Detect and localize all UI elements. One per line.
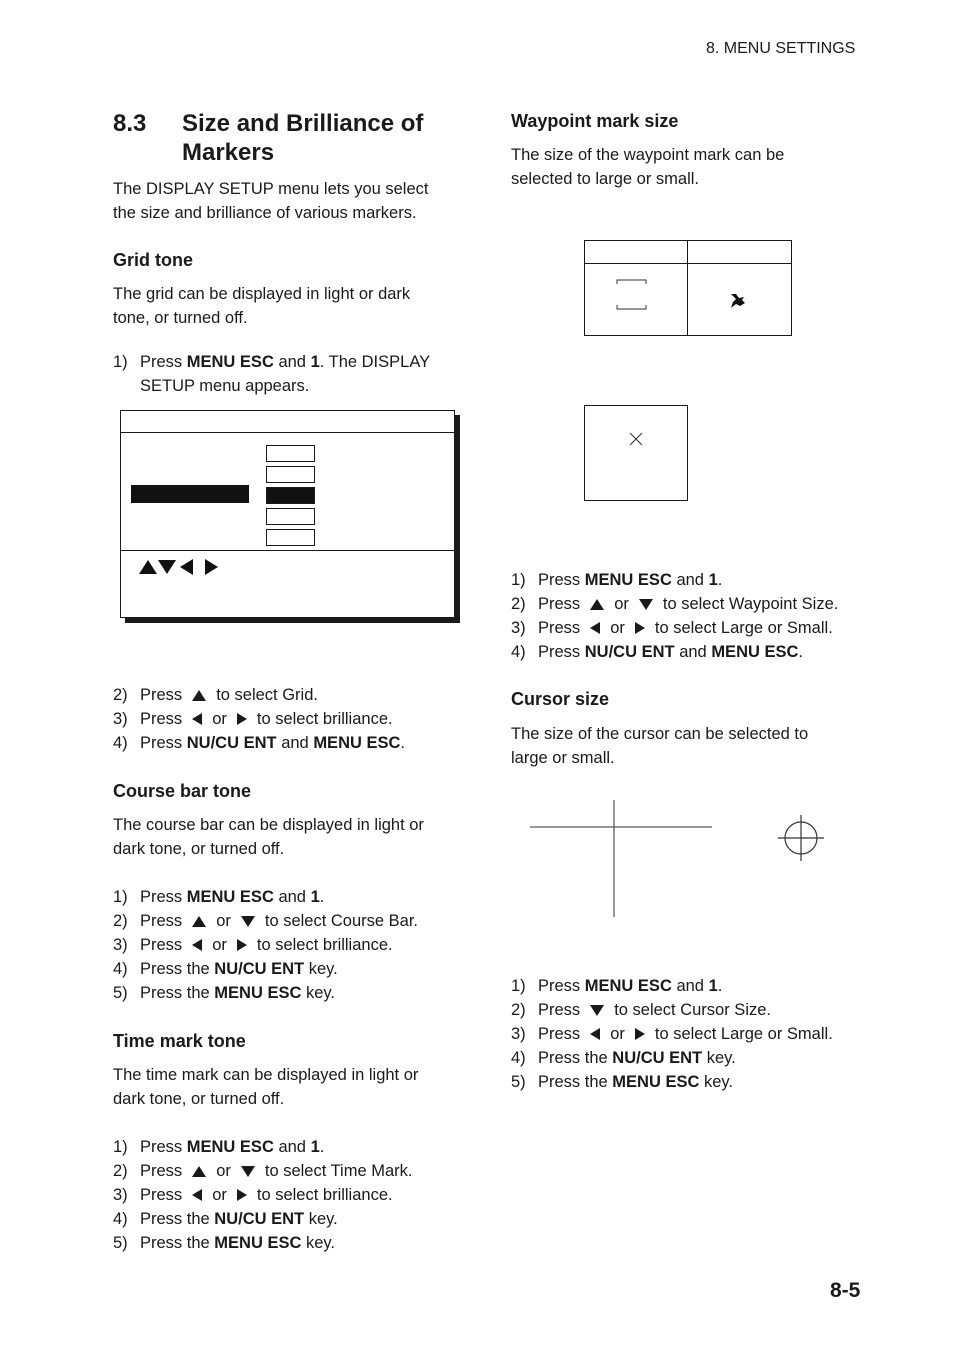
grid-steps [113, 683, 405, 755]
fish-waypoint-icon [728, 291, 748, 311]
step-text: Press [140, 1138, 187, 1156]
down-arrow-icon [241, 916, 255, 927]
time-mark-desc [113, 1063, 418, 1111]
step-text: or [212, 710, 227, 728]
step-number: 4) [511, 643, 526, 661]
step-text: Press [538, 1001, 581, 1019]
step-number: 4) [113, 734, 128, 752]
left-arrow-icon [590, 622, 600, 634]
step-text: or [212, 936, 227, 954]
step-number: 3) [113, 936, 128, 954]
step-text: Press [538, 595, 581, 613]
step-text: to select Course Bar. [264, 912, 419, 930]
small-cursor-icon [778, 815, 824, 861]
time-mark-heading: Time mark tone [113, 1031, 246, 1051]
step-text: Press [140, 936, 183, 954]
step-text: or [610, 619, 625, 637]
step-text: and [273, 1138, 311, 1156]
menu-selected-item [131, 485, 249, 503]
step-number: 5) [113, 1234, 128, 1252]
step-number: 1) [511, 571, 526, 589]
grid-step-1 [113, 350, 430, 398]
key-name: MENU ESC [214, 1234, 302, 1252]
waypoint-x-mark-box [584, 405, 688, 501]
menu-option-box [266, 466, 315, 483]
step-text: to select Time Mark. [264, 1162, 413, 1180]
right-arrow-icon [635, 622, 645, 634]
step-number: 3) [113, 1186, 128, 1204]
small-waypoint-bracket-icon [615, 279, 649, 311]
large-cursor-icon [530, 800, 712, 917]
section-title-line1: Size and Brilliance of [182, 110, 424, 137]
cursor-heading: Cursor size [511, 689, 610, 709]
step-text: to select brilliance. [256, 1186, 393, 1204]
key-name: MENU ESC [214, 984, 302, 1002]
menu-option-box [266, 508, 315, 525]
key-name: MENU ESC [612, 1073, 700, 1091]
cursor-steps [511, 974, 833, 1094]
step-text: or [614, 595, 629, 613]
menu-option-box [266, 529, 315, 546]
down-arrow-icon [590, 1005, 604, 1016]
waypoint-steps [511, 568, 838, 664]
desc-line: The size of the waypoint mark can be [511, 146, 785, 164]
step-text: to select Cursor Size. [614, 1001, 771, 1019]
key-name: MENU ESC [186, 353, 274, 371]
desc-line: The time mark can be displayed in light or [113, 1066, 419, 1084]
up-arrow-icon [192, 690, 206, 701]
step-text: Press the [140, 984, 215, 1002]
step-text: . [319, 1138, 325, 1156]
step-number: 5) [511, 1073, 526, 1091]
step-text: key. [304, 960, 338, 978]
menu-option-box [266, 445, 315, 462]
step-text: or [212, 1186, 227, 1204]
up-arrow-icon [139, 560, 157, 574]
desc-line: tone, or turned off. [113, 309, 248, 327]
step-text: to select Large or Small. [654, 1025, 833, 1043]
up-arrow-icon [192, 1166, 206, 1177]
step-text: and [276, 734, 314, 752]
step-number: 1) [113, 353, 128, 371]
right-arrow-icon [237, 713, 247, 725]
intro-line: The DISPLAY SETUP menu lets you select [113, 180, 429, 198]
step-text: Press [538, 643, 585, 661]
key-name: NU/CU ENT [584, 643, 675, 661]
step-number: 4) [113, 1210, 128, 1228]
step-text: Press the [140, 1210, 215, 1228]
step-text: to select Waypoint Size. [662, 595, 839, 613]
section-number: 8.3 [113, 110, 147, 137]
key-name: 1 [708, 571, 718, 589]
step-text: to select brilliance. [256, 710, 393, 728]
page-number: 8-5 [830, 1279, 861, 1302]
step-text: . The DISPLAY [319, 353, 431, 371]
up-arrow-icon [590, 599, 604, 610]
step-number: 2) [113, 912, 128, 930]
key-name: MENU ESC [584, 977, 672, 995]
down-arrow-icon [241, 1166, 255, 1177]
step-text: Press [538, 571, 585, 589]
left-arrow-icon [192, 1189, 202, 1201]
up-arrow-icon [192, 916, 206, 927]
section-title [182, 109, 423, 167]
step-text: key. [301, 1234, 336, 1252]
step-text: . [319, 888, 325, 906]
step-text: . [717, 977, 723, 995]
step-text: Press the [538, 1073, 613, 1091]
step-number: 3) [511, 619, 526, 637]
key-name: 1 [310, 1138, 320, 1156]
step-text: Press [140, 734, 187, 752]
down-arrow-icon [639, 599, 653, 610]
waypoint-desc [511, 143, 784, 191]
step-text: Press [538, 1025, 581, 1043]
step-text: key. [699, 1073, 734, 1091]
key-name: NU/CU ENT [214, 960, 305, 978]
right-arrow-icon [205, 559, 218, 575]
step-text: to select Grid. [216, 686, 318, 704]
step-number: 2) [511, 1001, 526, 1019]
step-text: and [273, 353, 311, 371]
step-number: 3) [511, 1025, 526, 1043]
key-name: NU/CU ENT [214, 1210, 305, 1228]
step-number: 2) [113, 1162, 128, 1180]
step-text: Press [140, 1186, 183, 1204]
step-text: Press [140, 353, 187, 371]
key-name: NU/CU ENT [186, 734, 277, 752]
step-number: 3) [113, 710, 128, 728]
desc-line: The grid can be displayed in light or dark [113, 285, 411, 303]
intro-line: the size and brilliance of various markers. [113, 204, 417, 222]
left-arrow-icon [180, 559, 193, 575]
step-text: . [400, 734, 405, 752]
step-text: Press [140, 1162, 183, 1180]
step-text: Press [140, 686, 183, 704]
desc-line: dark tone, or turned off. [113, 840, 285, 858]
menu-arrow-keys [139, 559, 218, 575]
step-text: to select brilliance. [256, 936, 393, 954]
key-name: MENU ESC [186, 1138, 274, 1156]
key-name: MENU ESC [711, 643, 799, 661]
grid-tone-desc [113, 282, 410, 330]
step-text: . [717, 571, 723, 589]
step-number: 1) [511, 977, 526, 995]
desc-line: selected to large or small. [511, 170, 700, 188]
desc-line: The size of the cursor can be selected to [511, 725, 809, 743]
key-name: MENU ESC [584, 571, 672, 589]
step-text: key. [304, 1210, 338, 1228]
grid-tone-heading: Grid tone [113, 250, 193, 270]
course-bar-desc [113, 813, 424, 861]
step-number: 2) [113, 686, 128, 704]
step-text: and [273, 888, 311, 906]
menu-footer-divider [121, 550, 454, 551]
step-text: and [674, 643, 712, 661]
step-text: Press the [140, 960, 215, 978]
time-mark-steps [113, 1135, 412, 1255]
table-header-divider [585, 263, 791, 264]
display-setup-menu [120, 410, 455, 618]
left-arrow-icon [590, 1028, 600, 1040]
x-mark-icon [629, 432, 643, 446]
step-number: 2) [511, 595, 526, 613]
key-name: 1 [310, 353, 320, 371]
step-text: key. [702, 1049, 736, 1067]
key-name: MENU ESC [313, 734, 401, 752]
step-text: Press the [538, 1049, 613, 1067]
step-text: SETUP menu appears. [140, 377, 310, 395]
step-text: . [798, 643, 803, 661]
step-text: Press [140, 710, 183, 728]
section-title-line2: Markers [182, 139, 275, 166]
intro-paragraph [113, 177, 428, 225]
waypoint-size-table [584, 240, 792, 336]
step-text: Press [140, 888, 187, 906]
step-number: 1) [113, 1138, 128, 1156]
step-text: or [216, 912, 231, 930]
step-number: 4) [113, 960, 128, 978]
step-text: to select Large or Small. [654, 619, 833, 637]
step-text: Press [140, 912, 183, 930]
step-text: or [216, 1162, 231, 1180]
menu-option-box-selected [266, 487, 315, 504]
key-name: 1 [310, 888, 320, 906]
right-arrow-icon [635, 1028, 645, 1040]
key-name: 1 [708, 977, 718, 995]
step-text: Press [538, 977, 585, 995]
table-column-divider [687, 241, 688, 335]
course-bar-heading: Course bar tone [113, 781, 252, 801]
running-header: 8. MENU SETTINGS [706, 40, 856, 57]
step-text: and [671, 977, 709, 995]
step-number: 5) [113, 984, 128, 1002]
right-arrow-icon [237, 939, 247, 951]
course-bar-steps [113, 885, 418, 1005]
cursor-desc [511, 722, 808, 770]
step-number: 4) [511, 1049, 526, 1067]
step-text: and [671, 571, 709, 589]
step-text: or [610, 1025, 625, 1043]
key-name: MENU ESC [186, 888, 274, 906]
down-arrow-icon [158, 560, 176, 574]
right-arrow-icon [237, 1189, 247, 1201]
desc-line: large or small. [511, 749, 615, 767]
left-arrow-icon [192, 713, 202, 725]
left-arrow-icon [192, 939, 202, 951]
waypoint-heading: Waypoint mark size [511, 111, 679, 131]
menu-title-divider [121, 432, 454, 433]
desc-line: dark tone, or turned off. [113, 1090, 285, 1108]
desc-line: The course bar can be displayed in light or [113, 816, 424, 834]
step-text: Press [538, 619, 581, 637]
key-name: NU/CU ENT [612, 1049, 703, 1067]
step-text: Press the [140, 1234, 215, 1252]
step-number: 1) [113, 888, 128, 906]
step-text: key. [301, 984, 336, 1002]
